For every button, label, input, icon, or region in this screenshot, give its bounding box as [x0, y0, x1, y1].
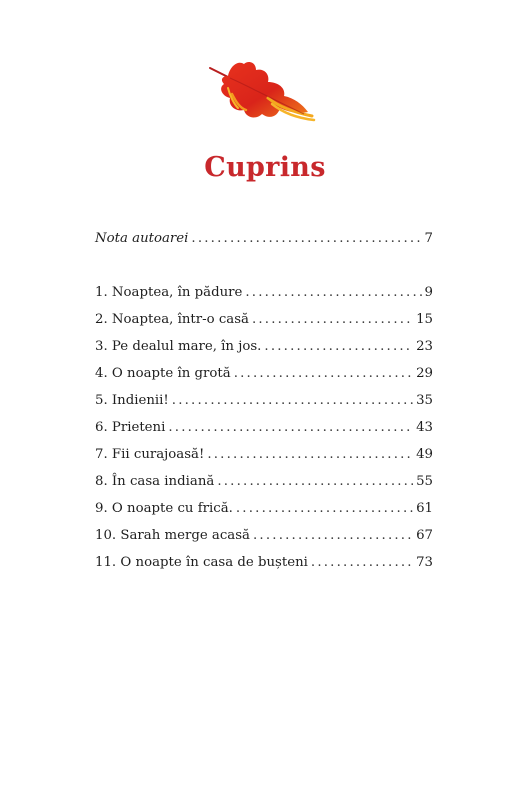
dot-leader	[311, 555, 413, 570]
dot-leader	[264, 339, 413, 354]
dot-leader	[168, 420, 413, 435]
toc-entry-page: 43	[416, 420, 433, 435]
page-title: Cuprins	[204, 152, 326, 183]
toc-entry-label: 2. Noaptea, într-o casă	[95, 312, 249, 327]
toc-intro	[95, 231, 433, 258]
toc-entry	[95, 339, 433, 366]
dot-leader	[236, 501, 413, 516]
toc-entry	[95, 420, 433, 447]
toc-entry	[95, 285, 433, 312]
toc-entry-page: 49	[416, 447, 433, 462]
toc-entry-label: 5. Indienii!	[95, 393, 169, 408]
toc-entry-label: 7. Fii curajoasă!	[95, 447, 205, 462]
dot-leader	[172, 393, 413, 408]
toc-entry-label: 8. În casa indiană	[95, 474, 215, 489]
toc-entry-intro	[95, 231, 433, 258]
toc-entry	[95, 366, 433, 393]
dot-leader	[234, 366, 413, 381]
toc-entry	[95, 474, 433, 501]
dot-leader	[207, 447, 413, 462]
toc-entry-page: 35	[416, 393, 433, 408]
toc-entry-label: 6. Prieteni	[95, 420, 166, 435]
toc-entry-page: 23	[416, 339, 433, 354]
dot-leader	[252, 312, 413, 327]
toc-chapter-list	[95, 285, 433, 582]
toc-entry-label: 10. Sarah merge acasă	[95, 528, 250, 543]
toc-entry-label: 9. O noapte cu frică.	[95, 501, 233, 516]
toc-entry-label: 1. Noaptea, în pădure	[95, 285, 243, 300]
toc-entry-page: 29	[416, 366, 433, 381]
toc-entry-page: 67	[416, 528, 433, 543]
dot-leader	[245, 285, 421, 300]
toc-entry-label: 4. O noapte în grotă	[95, 366, 231, 381]
toc-entry	[95, 528, 433, 555]
toc-entry-label: Nota autoarei	[95, 231, 189, 246]
toc-entry-page: 61	[416, 501, 433, 516]
toc-entry-page: 15	[416, 312, 433, 327]
toc-entry	[95, 501, 433, 528]
toc-entry-page: 55	[416, 474, 433, 489]
dot-leader	[253, 528, 413, 543]
toc-entry	[95, 447, 433, 474]
toc-entry-label: 3. Pe dealul mare, în jos.	[95, 339, 262, 354]
toc-entry	[95, 555, 433, 582]
toc-entry-page: 9	[424, 285, 433, 300]
toc-entry-page: 73	[416, 555, 433, 570]
dot-leader	[191, 231, 421, 246]
toc-entry-label: 11. O noapte în casa de bușteni	[95, 555, 308, 570]
dot-leader	[217, 474, 413, 489]
toc-entry	[95, 393, 433, 420]
toc-entry	[95, 312, 433, 339]
toc-entry-page: 7	[424, 231, 433, 246]
autumn-leaf-icon	[208, 58, 318, 130]
